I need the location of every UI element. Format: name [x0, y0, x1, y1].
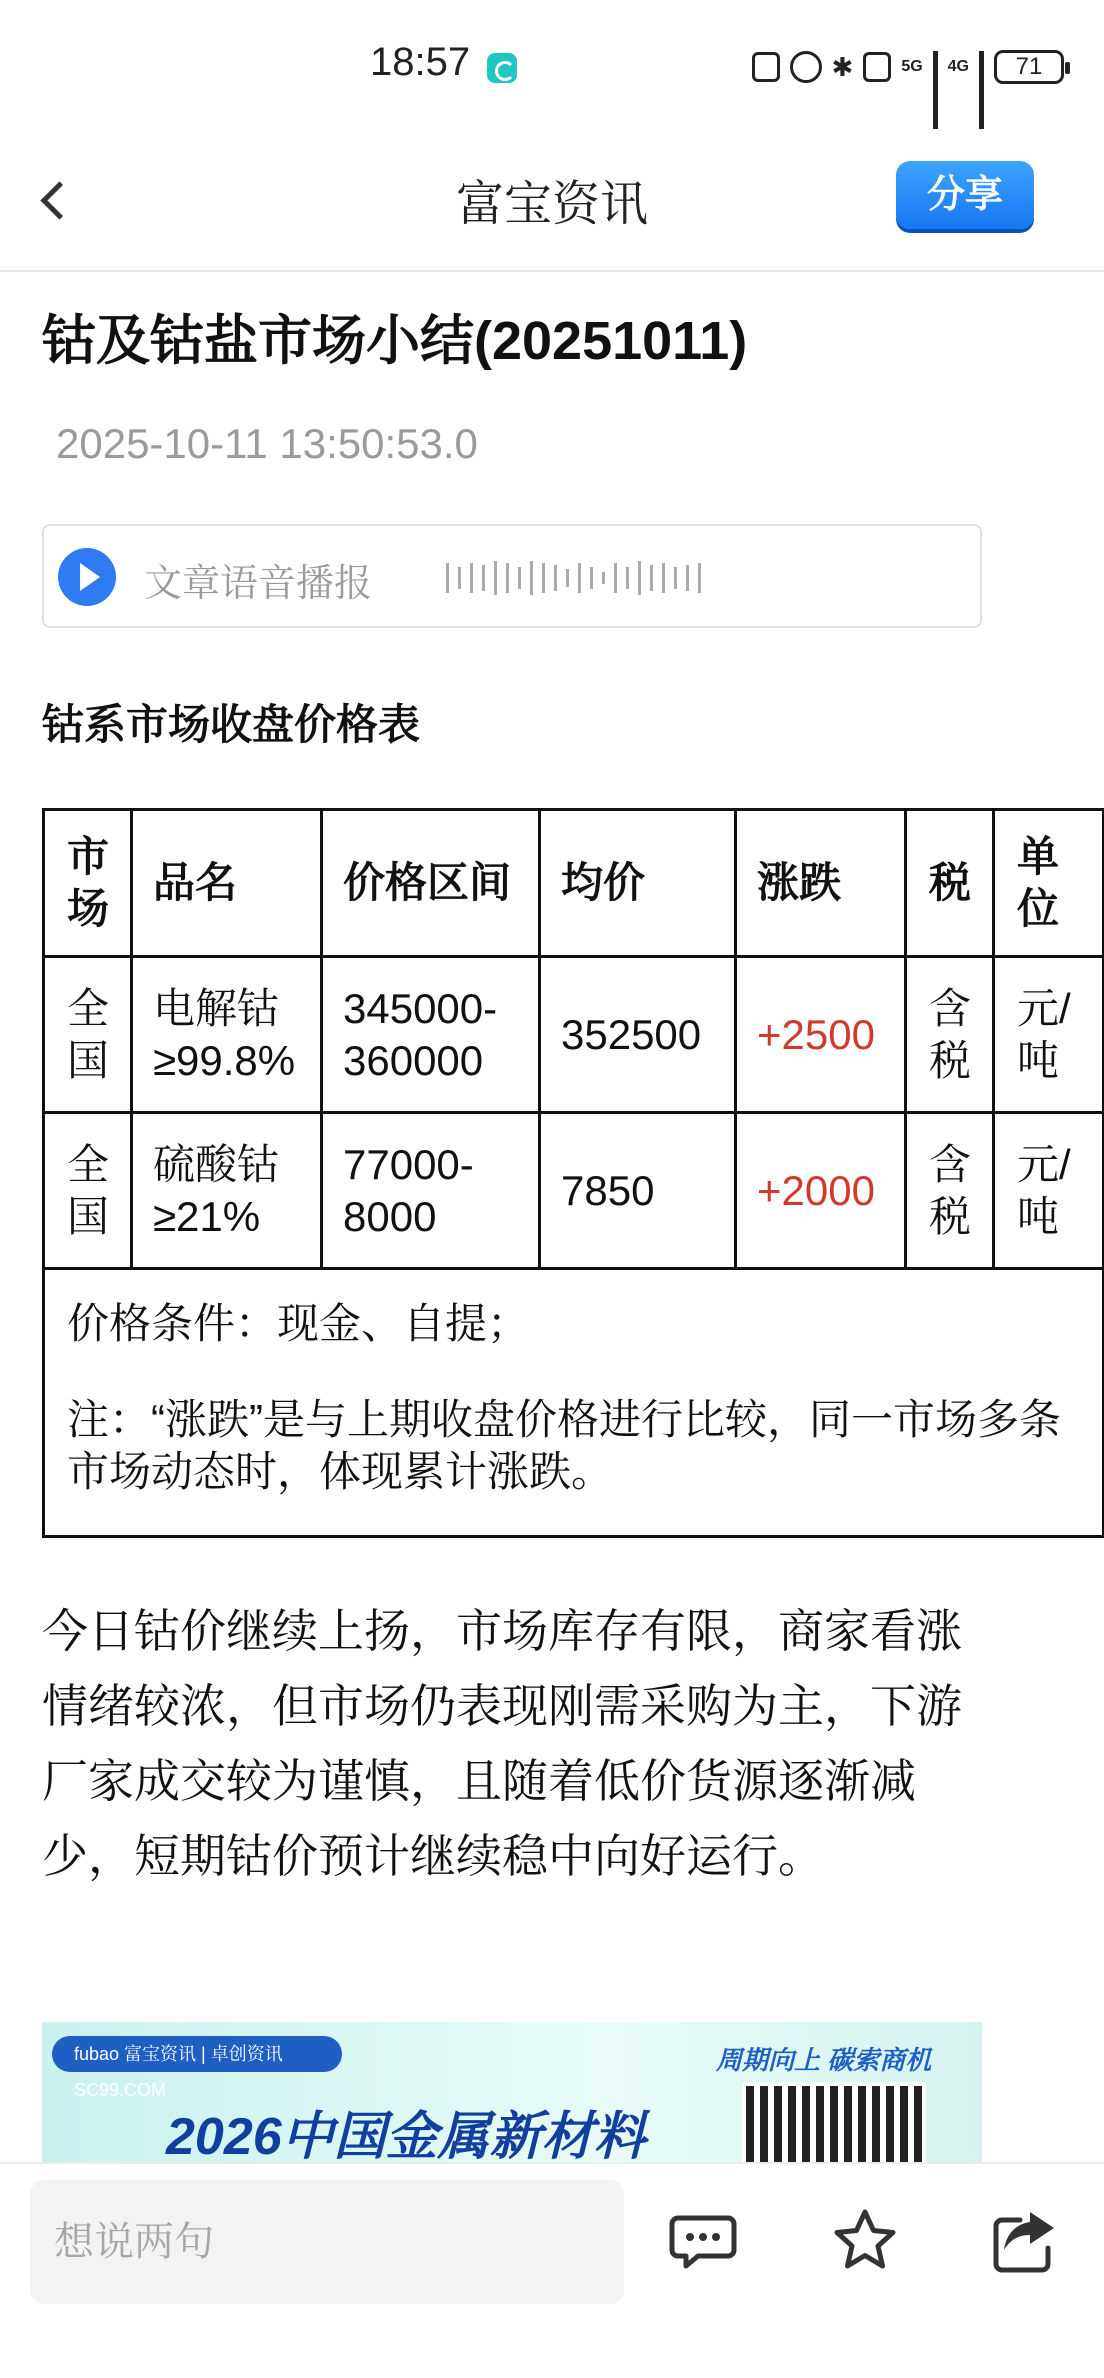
cell-price-range: 345000-360000 — [322, 957, 540, 1113]
status-bar — [0, 0, 1104, 135]
status-icons — [752, 44, 1064, 90]
header-change: 涨跌 — [736, 810, 906, 957]
qr-code-icon — [742, 2082, 926, 2162]
audio-player[interactable] — [42, 524, 982, 628]
banner-headline: 2026中国金属新材料 — [166, 2108, 646, 2162]
cell-tax: 含税 — [906, 1113, 994, 1269]
cell-unit: 元/吨 — [994, 1113, 1104, 1269]
cell-price-range: 77000-8000 — [322, 1113, 540, 1269]
network-type-1: 5G — [901, 58, 923, 75]
cell-tax: 含税 — [906, 957, 994, 1113]
signal-icon-2 — [979, 51, 984, 83]
table-footnote-row — [44, 1269, 1104, 1537]
price-condition: 价格条件：现金、自提； — [67, 1300, 530, 1347]
bluetooth-icon: ✱ — [831, 51, 854, 82]
cell-unit: 元/吨 — [994, 957, 1104, 1113]
cell-change: +2000 — [736, 1113, 906, 1269]
cell-product: 电解钴≥99.8% — [132, 957, 322, 1113]
header-market: 市场 — [44, 810, 132, 957]
status-time: 18:57 — [370, 40, 471, 84]
header-unit: 单位 — [994, 810, 1104, 957]
cell-average: 352500 — [540, 957, 736, 1113]
share-out-icon[interactable] — [990, 2206, 1060, 2276]
audio-label: 文章语音播报 — [144, 563, 373, 605]
cell-market: 全国 — [44, 957, 132, 1113]
star-icon[interactable] — [830, 2206, 900, 2276]
table-row — [44, 957, 1104, 1113]
page-title: 富宝资讯 — [455, 178, 648, 231]
waveform-icon — [446, 560, 701, 596]
alarm-icon — [790, 51, 822, 83]
share-button[interactable]: 分享 — [896, 161, 1034, 229]
bottom-bar — [0, 2162, 1104, 2378]
header-average: 均价 — [540, 810, 736, 957]
table-header-row — [44, 810, 1104, 957]
article-timestamp: 2025-10-11 13:50:53.0 — [56, 420, 478, 467]
table-row — [44, 1113, 1104, 1269]
ad-banner[interactable] — [42, 2022, 982, 2162]
signal-icon — [933, 51, 938, 83]
cell-product: 硫酸钴≥21% — [132, 1113, 322, 1269]
header-product: 品名 — [132, 810, 322, 957]
cell-average: 7850 — [540, 1113, 736, 1269]
battery-icon: 71 — [994, 50, 1064, 84]
comment-input[interactable] — [30, 2180, 624, 2304]
network-type-2: 4G — [947, 58, 969, 75]
comment-icon[interactable] — [668, 2206, 738, 2276]
vibrate-icon — [863, 52, 891, 82]
app-notification-icon — [487, 53, 517, 83]
section-heading: 钴系市场收盘价格表 — [42, 701, 421, 748]
nfc-icon — [752, 52, 780, 82]
price-table — [42, 808, 1104, 1538]
banner-slogan: 周期向上 碳索商机 — [716, 2045, 932, 2075]
nav-bar — [0, 135, 1104, 272]
change-note: 注：“涨跌”是与上期收盘价格进行比较，同一市场多条市场动态时，体现累计涨跌。 — [67, 1396, 1061, 1495]
header-tax: 税 — [906, 810, 994, 957]
article-title: 钴及钴盐市场小结(20251011) — [42, 311, 748, 371]
banner-logo: fubao 富宝资讯 | 卓创资讯 SC99.COM — [52, 2036, 342, 2072]
cell-change: +2500 — [736, 957, 906, 1113]
table-footnote — [44, 1269, 1104, 1537]
article-summary: 今日钴价继续上扬，市场库存有限，商家看涨情绪较浓，但市场仍表现刚需采购为主，下游厂家成交较为谨慎，且随着低价货源逐渐减少，短期钴价预计继续稳中向好运行。 — [42, 1605, 962, 1882]
play-icon[interactable] — [58, 548, 116, 606]
cell-market: 全国 — [44, 1113, 132, 1269]
header-price-range: 价格区间 — [322, 810, 540, 957]
